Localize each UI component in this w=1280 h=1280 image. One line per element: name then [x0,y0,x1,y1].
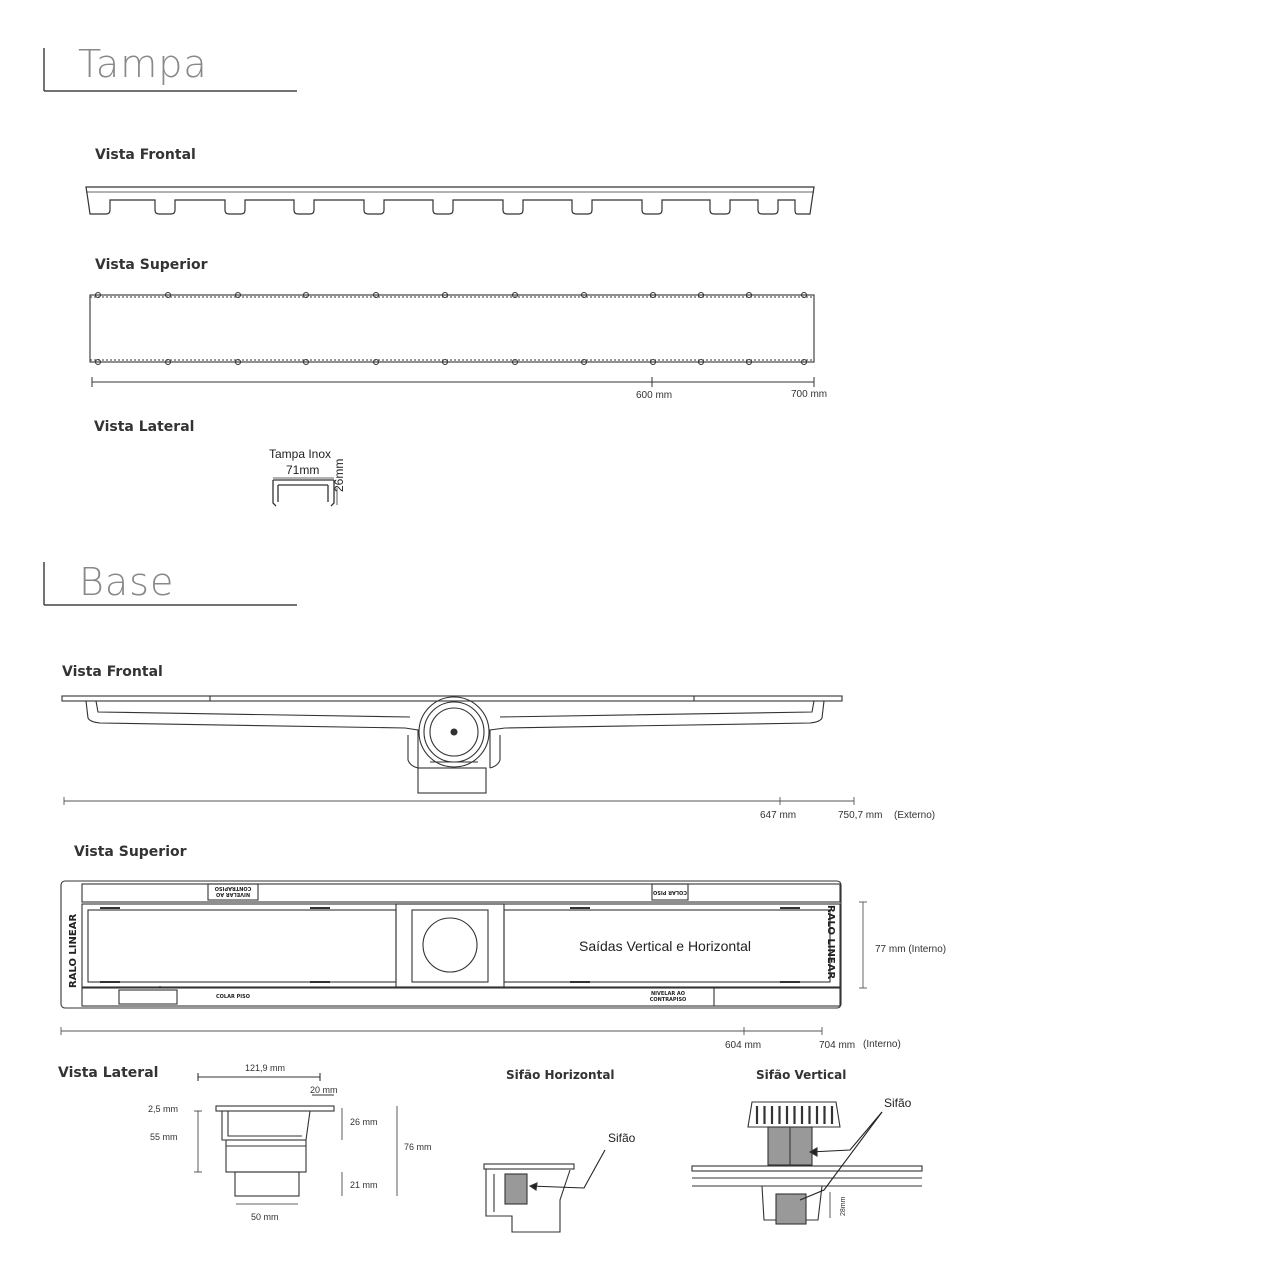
base-dim-7507: 750,7 mm [838,810,883,821]
base-dim-77: 77 mm (Interno) [875,944,947,955]
base-top-view-label: Vista Superior [74,844,187,860]
base-dim-25: 2,5 mm [148,1104,179,1114]
sifao-horizontal-shape [484,1150,605,1232]
sifao-horizontal-title: Sifão Horizontal [506,1068,615,1082]
saidas-label: Saídas Vertical e Horizontal [579,938,751,954]
colar-piso-bottom-label: COLAR PISO [216,994,250,1000]
tampa-side-view-label: Vista Lateral [94,419,195,435]
nivelar-top-label: NIVELAR AO CONTRAPISO [214,885,252,897]
tampa-top-view-label: Vista Superior [95,257,208,273]
tampa-dimension-line [92,377,814,387]
sifao-vertical-title: Sifão Vertical [756,1068,847,1082]
tampa-front-view-label: Vista Frontal [95,147,196,163]
base-front-dimension-line [64,797,854,805]
base-top-dimension-line [61,1027,822,1035]
colar-piso-top-label: COLAR PISO [653,889,687,895]
tampa-front-view-shape [86,187,814,214]
base-front-view-label: Vista Frontal [62,664,163,680]
tampa-dim-700: 700 mm [791,389,828,400]
base-interno-label: (Interno) [863,1039,901,1050]
nivelar-bottom-label: NIVELAR AO CONTRAPISO [649,991,687,1003]
tampa-top-view-shape [90,293,814,365]
base-dim-1219: 121,9 mm [245,1063,286,1073]
base-dim-20: 20 mm [310,1085,338,1095]
ralo-linear-right-label: RALO LINEAR [825,905,836,980]
base-dim-21: 21 mm [350,1180,378,1190]
tampa-dim-600: 600 mm [636,390,673,401]
base-externo-label: (Externo) [894,810,936,821]
tampa-inox-label: Tampa Inox [269,447,332,461]
sifao-horizontal-callout: Sifão [608,1131,636,1145]
sifao-vertical-dim-28: 28mm [840,1196,847,1216]
base-dim-55: 55 mm [150,1132,178,1142]
sifao-vertical-callout: Sifão [884,1096,912,1110]
base-dim-647: 647 mm [760,810,797,821]
base-top-vertical-dimension [859,902,867,988]
tampa-width-label: 71mm [286,463,320,477]
base-section-title: Base [79,560,175,604]
base-side-view-label: Vista Lateral [58,1065,159,1081]
base-front-view-shape [62,696,842,793]
tampa-section-title: Tampa [78,42,208,86]
sifao-vertical-shape [692,1102,922,1224]
tampa-side-view-shape [273,478,337,506]
base-dim-76: 76 mm [404,1142,432,1152]
base-dim-604: 604 mm [725,1040,762,1051]
base-dim-26: 26 mm [350,1117,378,1127]
ralo-linear-left-label: RALO LINEAR [68,913,79,988]
tampa-height-label: 26mm [332,458,346,492]
base-dim-50: 50 mm [251,1212,279,1222]
base-dim-704: 704 mm [819,1040,856,1051]
